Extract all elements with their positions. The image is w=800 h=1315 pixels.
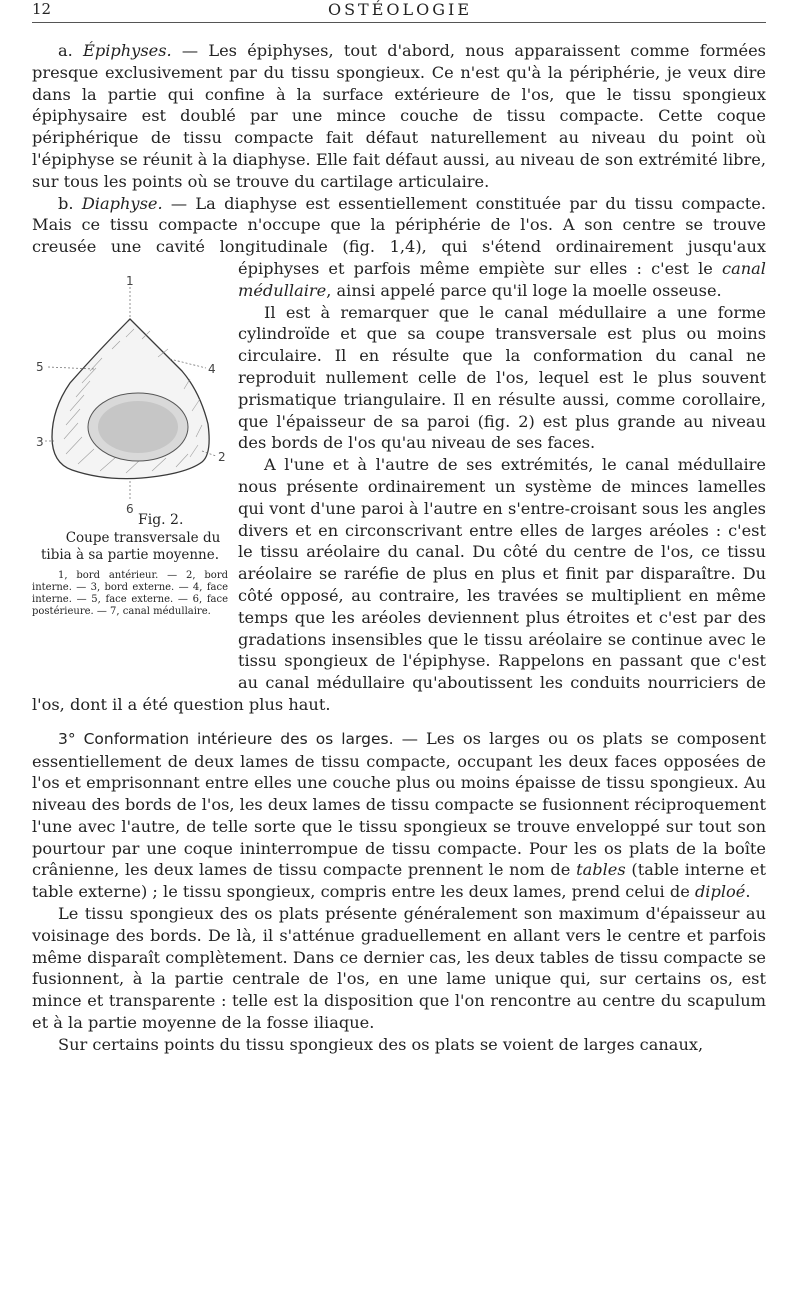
term-diaphyse: Diaphyse.	[81, 193, 163, 213]
header-rule	[32, 22, 766, 23]
figure-legend: 1, bord antérieur. — 2, bord interne. — 3, bord externe. — 4, face interne. — 5, face externe. — 6, face postérieure. — 7, canal médullaire.	[32, 569, 228, 617]
paragraph-spongieux-epaisseur: Le tissu spongieux des os plats présente généralement son maximum d'épaisseur au voisinage des bords. De là, il s'atténue graduellement en allant vers le centre et parfois même disparaît complètement. Dans ce dernier cas, les deux tables de tissu compacte se fusionnent, à la partie centrale de l'os, en une lame unique qui, sur certains os, est mince et transparente : telle est la disposition que l'on rencontre au centre du scapulum et à la partie moyenne de la fosse iliaque.	[32, 904, 766, 1033]
figure-caption-title: Coupe transversale du tibia à sa partie moyenne.	[40, 529, 221, 563]
main-text	[32, 40, 766, 1056]
section-heading: 3° Conformation intérieure des os larges.	[58, 729, 394, 748]
callout-6: 6	[126, 501, 134, 516]
paragraph-text: — Les épiphyses, tout d'abord, nous apparaissent comme formées presque exclusivement par du tissu spongieux. Ce n'est qu'à la périphérie, je veux dire dans la partie qui confine à la surface extérieure de l'os, que le tissu spongieux épiphysaire est doublé par une mince couche de tissu compacte. Cette coque périphérique de tissu compacte fait défaut naturellement au niveau du point où l'épiphyse se réunit à la diaphyse. Elle fait défaut aussi, au niveau de son extrémité libre, sur tous les points où se trouve du cartilage articulaire.	[32, 41, 766, 191]
callout-5: 5	[36, 359, 44, 374]
paragraph-text: — La diaphyse est essentiellement constituée par du tissu compacte. Mais ce tissu compacte n'occupe que la périphérie de l'os. A son centre se trouve creusée une cavité longitudinale (fig. 1,4), qui s'étend ordinairement jusqu'aux épiphyses et parfois même empiète sur elles : c'est le	[32, 193, 767, 278]
figure-label: Fig. 2.	[138, 511, 184, 528]
callout-4: 4	[208, 361, 216, 376]
term-canal-medullaire: canal médullaire	[238, 258, 766, 300]
figure-2	[30, 259, 230, 687]
paragraph-text: , ainsi appelé parce qu'il loge la moelle osseuse.	[326, 280, 722, 300]
callout-1: 1	[126, 273, 134, 288]
paragraph-os-larges	[32, 728, 766, 903]
paragraph-text: .	[745, 882, 751, 902]
running-title: OSTÉOLOGIE	[327, 0, 473, 19]
term-tables: tables	[576, 860, 626, 880]
tibia-cross-section-illustration	[30, 259, 230, 519]
term-epiphyses: Épiphyses.	[83, 41, 172, 60]
paragraph-tissu-areolaire: A l'une et à l'autre de ses extrémités, le canal médullaire nous présente ordinairement un système de minces lamelles qui vont d'une paroi à l'autre en s'entre-croisant sous les angles divers et en circonscrivant entre elles de larges aréoles : c'est le tissu aréolaire du canal. Du côté du centre de l'os, ce tissu aréolaire se raréfie de plus en plus et finit par disparaître. Du côté opposé, au contraire, les travées se multiplient en même temps que les aréoles deviennent plus étroites et c'est par des gradations insensibles que le tissu aréolaire se continue avec le tissu spongieux de l'épiphyse. Rappelons en passant que c'est au canal médullaire qu'aboutissent les conduits nourriciers de l'os, dont il a été question plus haut.	[32, 455, 766, 714]
paragraph-epiphyses	[32, 40, 766, 193]
paragraph-text: — Les os larges ou os plats se composent essentiellement de deux lames de tissu compacte, occupant les deux faces opposées de l'os et emprisonnant entre elles une couche plus ou moins épaisse de tissu spongieux. Au niveau des bords de l'os, les deux lames de tissu compacte se fusionnent réciproquement l'une avec l'autre, de telle sorte que le tissu spongieux se trouve enveloppé sur tout son pourtour par une coque ininterrompue de tissu compacte. Pour les os plats de la boîte crânienne, les deux lames de tissu compacte prennent le nom de	[32, 728, 766, 880]
paragraph-text: (table interne et table externe) ; le tissu spongieux, compris entre les deux lames, prend celui de	[32, 860, 766, 902]
paragraph-canaux: Sur certains points du tissu spongieux des os plats se voient de larges canaux,	[58, 1034, 704, 1054]
callout-3: 3	[36, 434, 44, 449]
para-label: b.	[58, 193, 82, 213]
term-diploe: diploé	[694, 882, 746, 902]
para-label: a.	[58, 41, 84, 60]
paragraph-canal-forme: Il est à remarquer que le canal médullaire a une forme cylindroïde et que sa coupe transversale est plus ou moins circulaire. Il en résulte que la conformation du canal ne reproduit nullement celle de l'os, lequel est le plus souvent prismatique triangulaire. Il en résulte aussi, comme corollaire, que l'épaisseur de sa paroi (fig. 2) est plus grande au niveau des bords de l'os qu'au niveau de ses faces.	[238, 302, 766, 453]
callout-2: 2	[218, 449, 226, 464]
page-number: 12	[32, 0, 52, 18]
